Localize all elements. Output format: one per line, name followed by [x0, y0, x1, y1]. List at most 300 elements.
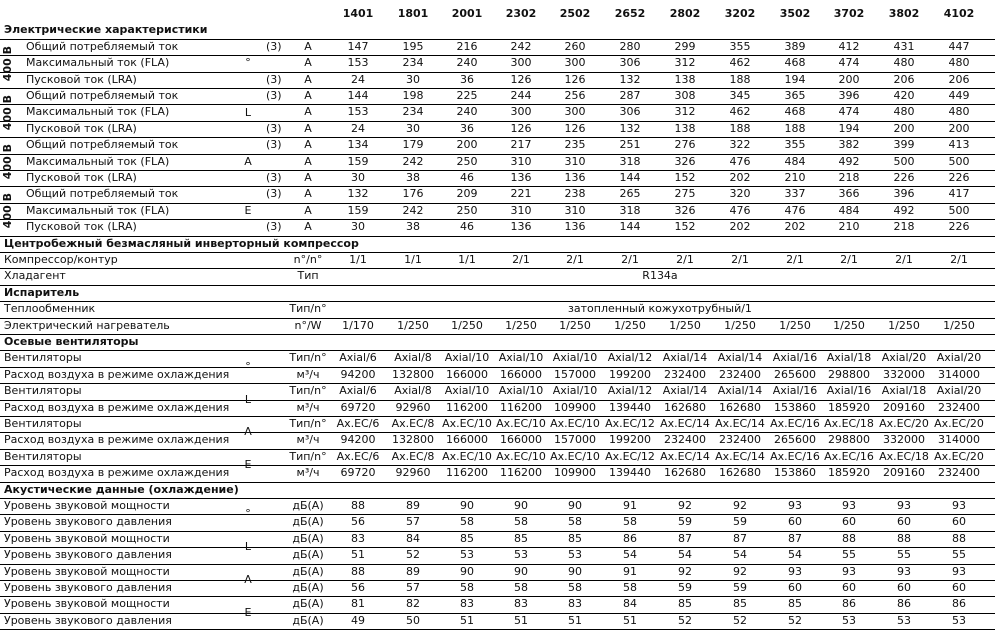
- section-title: Испаритель: [4, 285, 80, 299]
- value-cell: 92: [733, 564, 747, 578]
- unit-label: дБ(A): [292, 499, 324, 512]
- model-header: 4102: [943, 7, 975, 20]
- value-cell: 399: [893, 138, 915, 152]
- value-cell: Ax.EC/20: [879, 417, 929, 430]
- section-title: Осевые вентиляторы: [4, 335, 139, 348]
- value-cell: 226: [893, 171, 915, 184]
- row-label: Компрессор/контур: [4, 253, 118, 266]
- merged-value: R134a: [642, 269, 678, 283]
- unit-label: A: [304, 138, 312, 152]
- value-cell: 136: [510, 220, 532, 234]
- value-cell: Axial/10: [498, 384, 544, 398]
- value-cell: 58: [514, 581, 528, 594]
- value-cell: 326: [674, 154, 696, 168]
- row-label: Пусковой ток (LRA): [26, 72, 137, 86]
- value-cell: 60: [842, 515, 856, 529]
- value-cell: 310: [564, 203, 586, 217]
- value-cell: 157000: [554, 433, 596, 447]
- value-cell: 166000: [500, 367, 542, 381]
- value-cell: Ax.EC/12: [605, 417, 655, 430]
- value-cell: 84: [406, 531, 420, 545]
- value-cell: 300: [564, 56, 586, 70]
- section-title: Центробежный безмасляный инверторный компрессор: [4, 236, 359, 250]
- note-ref: (3): [266, 171, 282, 184]
- version-letter: L: [244, 540, 252, 554]
- value-cell: 209160: [883, 466, 925, 480]
- value-cell: 198: [402, 89, 424, 102]
- model-header: 3202: [724, 7, 756, 20]
- value-cell: 276: [674, 138, 696, 152]
- value-cell: 126: [564, 121, 586, 135]
- value-cell: 492: [893, 203, 915, 217]
- value-cell: 202: [784, 220, 806, 234]
- value-cell: 1/250: [614, 318, 646, 332]
- value-cell: 188: [729, 121, 751, 135]
- value-cell: 2/1: [512, 253, 530, 266]
- unit-label: A: [304, 187, 312, 201]
- value-cell: 84: [623, 597, 637, 611]
- value-cell: Ax.EC/16: [824, 449, 874, 463]
- value-cell: 306: [619, 56, 641, 70]
- value-cell: 2/1: [895, 253, 913, 266]
- row-label: Вентиляторы: [4, 351, 82, 365]
- value-cell: 265: [619, 187, 641, 201]
- value-cell: 298800: [828, 433, 870, 447]
- unit-label: Тип/n°: [289, 449, 327, 463]
- value-cell: 139440: [609, 466, 651, 480]
- value-cell: Ax.EC/10: [496, 417, 546, 430]
- value-cell: 60: [842, 581, 856, 594]
- version-letter: E: [244, 605, 252, 619]
- row-label: Уровень звукового давления: [4, 548, 172, 562]
- value-cell: 468: [784, 56, 806, 70]
- value-cell: 366: [838, 187, 860, 201]
- value-cell: 206: [948, 72, 970, 86]
- value-cell: 431: [893, 39, 915, 53]
- value-cell: 153860: [774, 466, 816, 480]
- value-cell: 298800: [828, 367, 870, 381]
- value-cell: 90: [568, 564, 582, 578]
- row-label: Пусковой ток (LRA): [26, 220, 137, 234]
- value-cell: 159: [347, 203, 369, 217]
- value-cell: Axial/16: [772, 384, 818, 398]
- value-cell: 199200: [609, 433, 651, 447]
- value-cell: 109900: [554, 466, 596, 480]
- row-label: Уровень звуковой мощности: [4, 531, 170, 545]
- value-cell: 194: [838, 121, 860, 135]
- unit-label: A: [304, 72, 312, 86]
- value-cell: 355: [729, 39, 751, 53]
- value-cell: 85: [514, 531, 528, 545]
- value-cell: 1/250: [833, 318, 865, 332]
- value-cell: 60: [788, 581, 802, 594]
- value-cell: 468: [784, 105, 806, 119]
- value-cell: 55: [952, 548, 966, 562]
- value-cell: 480: [893, 105, 915, 119]
- value-cell: 185920: [828, 466, 870, 480]
- value-cell: 49: [351, 613, 365, 627]
- version-letter: A: [244, 425, 252, 439]
- value-cell: 1/250: [724, 318, 756, 332]
- value-cell: 94200: [340, 433, 376, 447]
- unit-label: м³/ч: [296, 466, 320, 480]
- unit-label: Тип/n°: [289, 384, 327, 398]
- value-cell: 85: [460, 531, 474, 545]
- value-cell: 132: [619, 121, 641, 135]
- value-cell: 83: [514, 597, 528, 611]
- value-cell: 132: [347, 187, 369, 201]
- value-cell: 492: [838, 154, 860, 168]
- value-cell: 92: [733, 499, 747, 512]
- value-cell: 310: [510, 203, 532, 217]
- value-cell: Axial/8: [394, 384, 432, 398]
- value-cell: 30: [351, 220, 365, 234]
- value-cell: 300: [510, 105, 532, 119]
- value-cell: 30: [351, 171, 365, 184]
- value-cell: 69720: [340, 400, 376, 414]
- value-cell: 93: [788, 499, 802, 512]
- version-letter: L: [244, 392, 252, 406]
- value-cell: 90: [514, 499, 528, 512]
- value-cell: Axial/20: [881, 351, 927, 365]
- value-cell: 322: [729, 138, 751, 152]
- value-cell: 52: [733, 613, 747, 627]
- value-cell: Ax.EC/10: [442, 449, 492, 463]
- value-cell: 476: [784, 203, 806, 217]
- value-cell: Ax.EC/20: [934, 449, 984, 463]
- value-cell: 56: [351, 581, 365, 594]
- value-cell: 136: [564, 220, 586, 234]
- value-cell: 109900: [554, 400, 596, 414]
- value-cell: 53: [460, 548, 474, 562]
- unit-label: A: [304, 121, 312, 135]
- value-cell: 417: [948, 187, 970, 201]
- value-cell: 250: [456, 203, 478, 217]
- value-cell: 92: [678, 564, 692, 578]
- value-cell: 54: [678, 548, 692, 562]
- value-cell: 138: [674, 121, 696, 135]
- value-cell: 52: [788, 613, 802, 627]
- value-cell: 235: [564, 138, 586, 152]
- value-cell: 53: [897, 613, 911, 627]
- value-cell: 89: [406, 499, 420, 512]
- value-cell: 90: [514, 564, 528, 578]
- value-cell: Axial/14: [662, 384, 708, 398]
- value-cell: 126: [510, 72, 532, 86]
- value-cell: 116200: [446, 466, 488, 480]
- value-cell: 59: [733, 515, 747, 529]
- unit-label: дБ(A): [292, 531, 324, 545]
- value-cell: 153860: [774, 400, 816, 414]
- value-cell: 251: [619, 138, 641, 152]
- value-cell: Axial/6: [339, 384, 377, 398]
- value-cell: 87: [788, 531, 802, 545]
- value-cell: 93: [842, 499, 856, 512]
- value-cell: 209: [456, 187, 478, 201]
- value-cell: 256: [564, 89, 586, 102]
- value-cell: 88: [842, 531, 856, 545]
- value-cell: 308: [674, 89, 696, 102]
- model-header: 3502: [779, 7, 811, 20]
- value-cell: 332000: [883, 433, 925, 447]
- value-cell: 38: [406, 220, 420, 234]
- unit-label: Тип/n°: [289, 351, 327, 365]
- value-cell: 55: [842, 548, 856, 562]
- value-cell: 194: [784, 72, 806, 86]
- value-cell: 314000: [938, 433, 980, 447]
- row-label: Общий потребляемый ток: [26, 39, 179, 53]
- value-cell: 88: [351, 564, 365, 578]
- value-cell: 152: [674, 220, 696, 234]
- note-ref: (3): [266, 121, 282, 135]
- value-cell: 57: [406, 515, 420, 529]
- value-cell: 91: [623, 499, 637, 512]
- value-cell: 134: [347, 138, 369, 152]
- value-cell: Axial/20: [936, 351, 982, 365]
- value-cell: 462: [729, 105, 751, 119]
- value-cell: 447: [948, 39, 970, 53]
- value-cell: 476: [729, 154, 751, 168]
- value-cell: 55: [897, 548, 911, 562]
- value-cell: 85: [788, 597, 802, 611]
- row-label: Уровень звуковой мощности: [4, 564, 170, 578]
- value-cell: 500: [948, 203, 970, 217]
- value-cell: 162680: [719, 400, 761, 414]
- value-cell: 240: [456, 105, 478, 119]
- value-cell: 218: [893, 220, 915, 234]
- value-cell: Ax.EC/8: [391, 449, 435, 463]
- value-cell: 2/1: [840, 253, 858, 266]
- value-cell: 413: [948, 138, 970, 152]
- note-ref: (3): [266, 138, 282, 152]
- value-cell: Axial/10: [444, 351, 490, 365]
- row-label: Максимальный ток (FLA): [26, 56, 170, 70]
- model-header: 1801: [397, 7, 429, 20]
- section-title: Электрические характеристики: [4, 23, 208, 37]
- value-cell: 382: [838, 138, 860, 152]
- value-cell: 200: [456, 138, 478, 152]
- row-label: Максимальный ток (FLA): [26, 154, 170, 168]
- value-cell: 54: [623, 548, 637, 562]
- value-cell: 54: [733, 548, 747, 562]
- value-cell: 300: [510, 56, 532, 70]
- value-cell: 2/1: [676, 253, 694, 266]
- value-cell: 86: [842, 597, 856, 611]
- merged-value: затопленный кожухотрубный/1: [568, 302, 752, 316]
- row-label: Общий потребляемый ток: [26, 187, 179, 201]
- value-cell: 188: [729, 72, 751, 86]
- value-cell: 69720: [340, 466, 376, 480]
- unit-label: A: [304, 171, 312, 184]
- value-cell: 24: [351, 121, 365, 135]
- value-cell: 85: [568, 531, 582, 545]
- value-cell: 287: [619, 89, 641, 102]
- value-cell: 50: [406, 613, 420, 627]
- value-cell: 94200: [340, 367, 376, 381]
- value-cell: 326: [674, 203, 696, 217]
- value-cell: 38: [406, 171, 420, 184]
- value-cell: 46: [460, 171, 474, 184]
- value-cell: 476: [729, 203, 751, 217]
- value-cell: 53: [952, 613, 966, 627]
- value-cell: 157000: [554, 367, 596, 381]
- value-cell: 1/250: [505, 318, 537, 332]
- value-cell: 312: [674, 56, 696, 70]
- value-cell: 147: [347, 39, 369, 53]
- value-cell: 166000: [446, 433, 488, 447]
- value-cell: 87: [733, 531, 747, 545]
- value-cell: 144: [619, 171, 641, 184]
- value-cell: 318: [619, 154, 641, 168]
- value-cell: 162680: [719, 466, 761, 480]
- value-cell: 345: [729, 89, 751, 102]
- value-cell: 51: [460, 613, 474, 627]
- version-letter: A: [244, 154, 252, 168]
- value-cell: 162680: [664, 400, 706, 414]
- value-cell: 420: [893, 89, 915, 102]
- value-cell: 396: [838, 89, 860, 102]
- unit-label: м³/ч: [296, 367, 320, 381]
- value-cell: 92: [678, 499, 692, 512]
- value-cell: Ax.EC/10: [550, 417, 600, 430]
- version-letter: °: [245, 359, 251, 373]
- value-cell: 188: [784, 121, 806, 135]
- unit-label: м³/ч: [296, 433, 320, 447]
- value-cell: Ax.EC/14: [715, 417, 765, 430]
- value-cell: 242: [510, 39, 532, 53]
- value-cell: 58: [460, 581, 474, 594]
- value-cell: 242: [402, 154, 424, 168]
- model-header: 3702: [833, 7, 865, 20]
- value-cell: 1/250: [669, 318, 701, 332]
- value-cell: Ax.EC/16: [770, 449, 820, 463]
- row-label: Расход воздуха в режиме охлаждения: [4, 400, 230, 414]
- unit-label: A: [304, 39, 312, 53]
- version-letter: L: [244, 105, 252, 119]
- voltage-label: 400 В: [1, 144, 14, 180]
- value-cell: 234: [402, 56, 424, 70]
- value-cell: 93: [897, 499, 911, 512]
- value-cell: 260: [564, 39, 586, 53]
- value-cell: 1/1: [404, 253, 422, 266]
- value-cell: Axial/8: [394, 351, 432, 365]
- value-cell: 206: [893, 72, 915, 86]
- row-label: Хладагент: [4, 269, 66, 283]
- unit-label: n°/n°: [293, 253, 323, 266]
- value-cell: 132800: [392, 367, 434, 381]
- value-cell: 144: [619, 220, 641, 234]
- value-cell: 200: [948, 121, 970, 135]
- row-label: Уровень звуковой мощности: [4, 597, 170, 611]
- value-cell: Ax.EC/10: [496, 449, 546, 463]
- row-divider: [0, 285, 995, 286]
- model-header: 2302: [505, 7, 537, 20]
- value-cell: Axial/10: [498, 351, 544, 365]
- value-cell: 2/1: [731, 253, 749, 266]
- value-cell: 2/1: [786, 253, 804, 266]
- value-cell: 265600: [774, 433, 816, 447]
- value-cell: 83: [568, 597, 582, 611]
- model-header: 3802: [888, 7, 920, 20]
- unit-label: A: [304, 56, 312, 70]
- row-label: Уровень звукового давления: [4, 581, 172, 594]
- value-cell: 89: [406, 564, 420, 578]
- row-label: Пусковой ток (LRA): [26, 121, 137, 135]
- value-cell: 195: [402, 39, 424, 53]
- value-cell: Ax.EC/18: [824, 417, 874, 430]
- version-letter: °: [245, 56, 251, 70]
- value-cell: 199200: [609, 367, 651, 381]
- value-cell: 209160: [883, 400, 925, 414]
- value-cell: 24: [351, 72, 365, 86]
- value-cell: 58: [568, 515, 582, 529]
- version-letter: E: [244, 204, 252, 217]
- row-label: Расход воздуха в режиме охлаждения: [4, 466, 230, 480]
- unit-label: дБ(A): [292, 564, 324, 578]
- value-cell: 52: [406, 548, 420, 562]
- value-cell: 500: [948, 154, 970, 168]
- value-cell: 126: [564, 72, 586, 86]
- value-cell: 46: [460, 220, 474, 234]
- unit-label: дБ(A): [292, 548, 324, 562]
- row-label: Уровень звукового давления: [4, 515, 172, 529]
- value-cell: Axial/18: [826, 351, 872, 365]
- value-cell: 60: [952, 515, 966, 529]
- value-cell: 480: [893, 56, 915, 70]
- value-cell: Ax.EC/20: [934, 417, 984, 430]
- version-letter: °: [245, 507, 251, 521]
- value-cell: 310: [510, 154, 532, 168]
- value-cell: 232400: [664, 367, 706, 381]
- value-cell: 320: [729, 187, 751, 201]
- unit-label: дБ(A): [292, 597, 324, 611]
- value-cell: 60: [897, 581, 911, 594]
- value-cell: 93: [788, 564, 802, 578]
- value-cell: 116200: [500, 400, 542, 414]
- value-cell: Ax.EC/6: [336, 417, 380, 430]
- value-cell: 86: [623, 531, 637, 545]
- value-cell: 51: [351, 548, 365, 562]
- value-cell: Axial/14: [717, 384, 763, 398]
- value-cell: 93: [952, 564, 966, 578]
- unit-label: A: [304, 89, 312, 102]
- value-cell: 355: [784, 138, 806, 152]
- value-cell: 132800: [392, 433, 434, 447]
- unit-label: A: [304, 203, 312, 217]
- value-cell: 312: [674, 105, 696, 119]
- row-label: Максимальный ток (FLA): [26, 203, 170, 217]
- value-cell: 60: [788, 515, 802, 529]
- value-cell: 210: [838, 220, 860, 234]
- row-label: Вентиляторы: [4, 384, 82, 398]
- model-header: 2502: [559, 7, 591, 20]
- value-cell: 166000: [446, 367, 488, 381]
- row-label: Расход воздуха в режиме охлаждения: [4, 367, 230, 381]
- value-cell: 138: [674, 72, 696, 86]
- value-cell: 474: [838, 105, 860, 119]
- value-cell: 59: [733, 581, 747, 594]
- value-cell: 36: [460, 72, 474, 86]
- value-cell: 484: [784, 154, 806, 168]
- value-cell: Ax.EC/14: [660, 449, 710, 463]
- value-cell: 238: [564, 187, 586, 201]
- value-cell: 242: [402, 203, 424, 217]
- value-cell: 144: [347, 89, 369, 102]
- value-cell: 480: [948, 56, 970, 70]
- value-cell: 91: [623, 564, 637, 578]
- value-cell: Ax.EC/14: [660, 417, 710, 430]
- value-cell: Ax.EC/16: [770, 417, 820, 430]
